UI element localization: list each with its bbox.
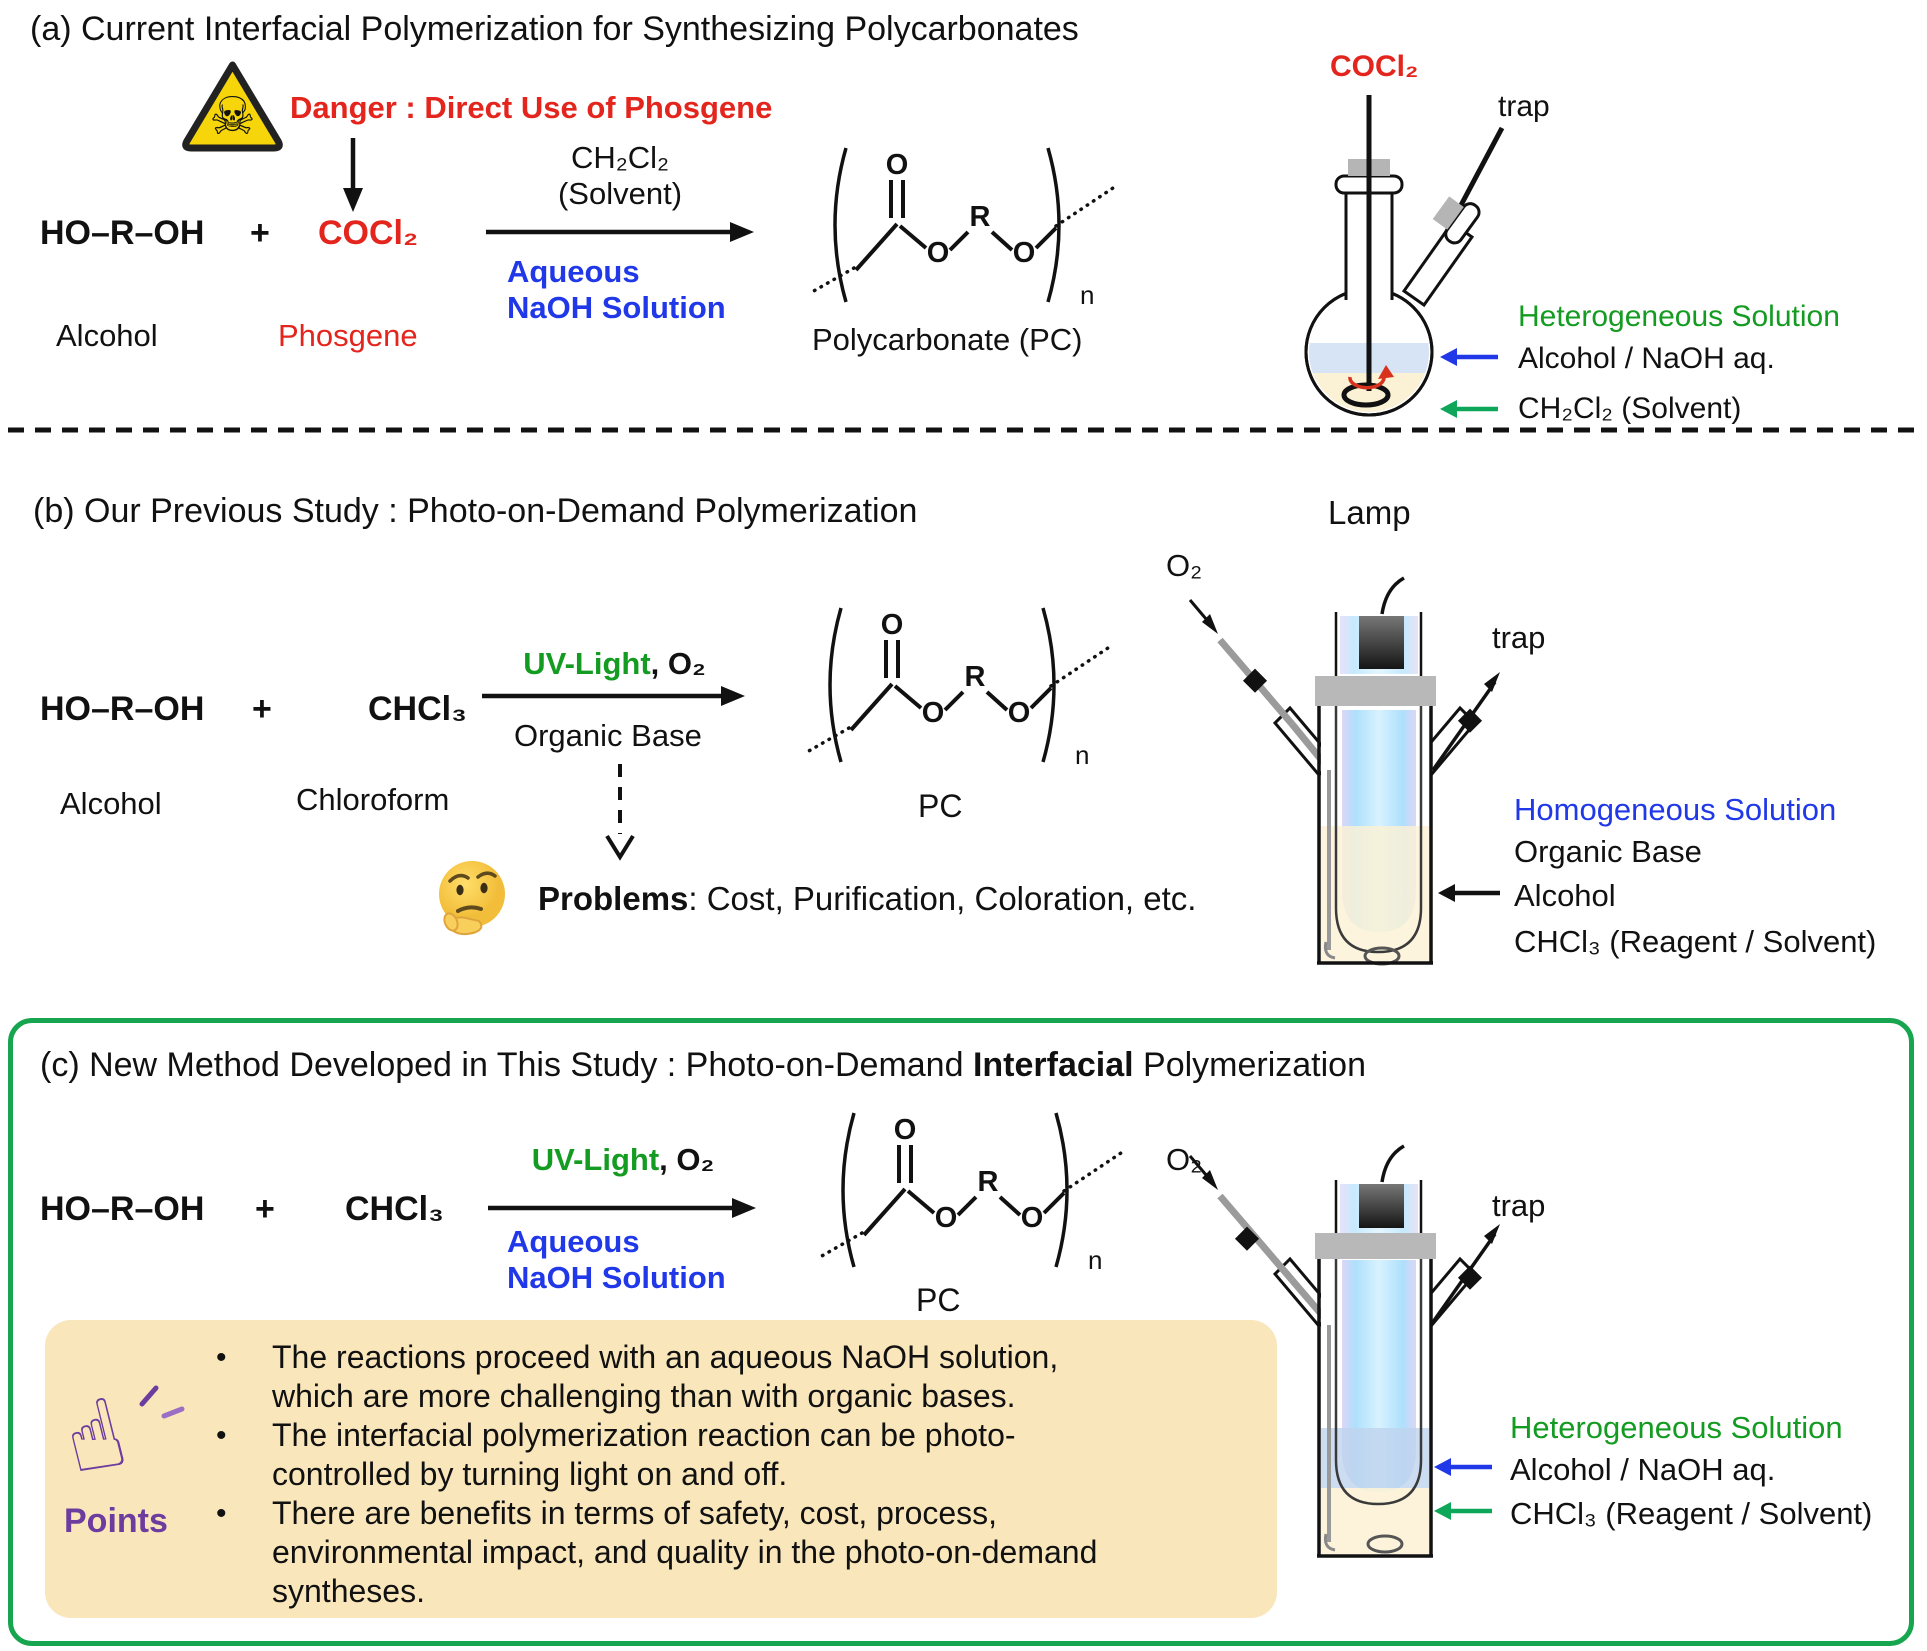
reactor-cap	[1315, 676, 1436, 706]
panel-c-reactant1: HO–R–OH	[40, 1190, 205, 1228]
ester-o-right: O	[1012, 237, 1036, 269]
sparkle-icon	[138, 1382, 194, 1422]
panel-b-plus: +	[252, 690, 272, 728]
o2-label: O₂	[1166, 548, 1203, 583]
ester-o-left: O	[926, 237, 950, 269]
blue-layer-arrow-icon	[1434, 1456, 1492, 1478]
polycarbonate-structure	[795, 600, 1125, 770]
panel-c-solution-type: Heterogeneous Solution	[1510, 1410, 1843, 1445]
panel-c-cond-naoh: NaOH Solution	[507, 1260, 726, 1295]
panel-b-reactant2-name: Chloroform	[296, 782, 450, 817]
panel-a-reactant2-name: Phosgene	[278, 318, 418, 353]
panel-a-title: (a) Current Interfacial Polymerization for Synthesizing Polycarbonates	[30, 10, 1079, 48]
panel-b-reactant2: CHCl₃	[368, 690, 467, 728]
carbonyl-o: O	[885, 149, 909, 181]
carbonyl-o: O	[893, 1114, 917, 1146]
lamp-label: Lamp	[1328, 494, 1411, 531]
panel-c-product-name: PC	[916, 1282, 961, 1318]
panel-c-solution-line2: CHCl₃ (Reagent / Solvent)	[1510, 1496, 1873, 1531]
panel-a-product-name: Polycarbonate (PC)	[812, 322, 1083, 357]
pointing-finger-icon: ☝	[53, 1378, 137, 1497]
panel-b-reactant1: HO–R–OH	[40, 690, 205, 728]
repeat-subscript: n	[1075, 740, 1090, 770]
points-bullet-2: • The interfacial polymerization reaction can be photo-controlled by turning light on and off.	[200, 1416, 1145, 1494]
panel-b-solution-type: Homogeneous Solution	[1514, 792, 1837, 827]
thinking-face-icon	[436, 858, 510, 934]
panel-c-solution-line1: Alcohol / NaOH aq.	[1510, 1452, 1776, 1487]
panel-c-cond-aqueous: Aqueous	[507, 1224, 640, 1259]
r-group: R	[964, 661, 986, 693]
warning-triangle-icon	[180, 58, 285, 152]
problems-line	[538, 880, 1196, 918]
trap-label: trap	[1492, 1188, 1546, 1223]
repeat-subscript: n	[1080, 280, 1095, 310]
panel-c-reactant2: CHCl₃	[345, 1190, 444, 1228]
panel-a-cond-aqueous: Aqueous	[507, 254, 640, 289]
uv-light-label: UV-Light	[531, 1142, 660, 1177]
ester-o-left: O	[934, 1202, 958, 1234]
ester-o-right: O	[1020, 1202, 1044, 1234]
oxygen-label: , O₂	[659, 1142, 715, 1177]
black-left-arrow-icon	[1438, 882, 1500, 904]
danger-label: Danger : Direct Use of Phosgene	[290, 90, 773, 125]
flask-trap-label: trap	[1498, 90, 1550, 123]
points-bullet-list	[200, 1338, 1145, 1611]
oxygen-label: , O₂	[650, 646, 706, 681]
points-bullet-1: • The reactions proceed with an aqueous NaOH solution, which are more challenging than with organic bases.	[200, 1338, 1145, 1416]
points-bullet-3: • There are benefits in terms of safety, cost, process, environmental impact, and quality in the photo-on-demand syntheses.	[200, 1494, 1145, 1611]
panel-b-product-name: PC	[918, 788, 963, 824]
flask-solution-type: Heterogeneous Solution	[1518, 300, 1840, 333]
lamp-head	[1359, 616, 1404, 669]
organic-layer	[1321, 1488, 1429, 1554]
o2-label: O₂	[1166, 1142, 1203, 1177]
problems-list: : Cost, Purification, Coloration, etc.	[688, 880, 1197, 917]
flask-feed-label: COCl₂	[1330, 50, 1419, 83]
green-layer-arrow-icon	[1440, 398, 1498, 420]
panel-a-plus: +	[250, 214, 270, 252]
panel-c-plus: +	[255, 1190, 275, 1228]
ester-o-left: O	[921, 697, 945, 729]
photoreactor-illustration	[1140, 1130, 1560, 1580]
green-layer-arrow-icon	[1434, 1500, 1492, 1522]
reactor-cap	[1315, 1233, 1436, 1259]
lamp-wire	[1382, 578, 1404, 614]
panel-c-cond-above	[488, 1142, 758, 1178]
panel-b-solution-line1: Organic Base	[1514, 834, 1702, 869]
points-label: Points	[64, 1502, 168, 1540]
flask-layer2-label: CH₂Cl₂ (Solvent)	[1518, 392, 1742, 425]
r-group: R	[977, 1166, 999, 1198]
r-group: R	[969, 201, 991, 233]
panel-a-reactant2: COCl₂	[318, 214, 419, 252]
panel-b-reactant1-name: Alcohol	[60, 786, 162, 821]
panel-b-title: (b) Our Previous Study : Photo-on-Demand Polymerization	[33, 492, 918, 530]
polycarbonate-structure	[800, 140, 1130, 310]
blue-layer-arrow-icon	[1440, 346, 1498, 368]
panel-c-title-bold: Interfacial	[972, 1046, 1134, 1084]
lamp-head	[1359, 1184, 1404, 1228]
trap-label: trap	[1492, 620, 1546, 655]
dashed-down-arrow-icon	[598, 764, 642, 864]
skull-icon: ☠	[209, 88, 256, 146]
uv-light-label: UV-Light	[523, 646, 651, 681]
ester-o-right: O	[1007, 697, 1031, 729]
panel-a-reactant1-name: Alcohol	[56, 318, 158, 353]
panel-a-reactant1: HO–R–OH	[40, 214, 205, 252]
panel-c-title-suffix: Polymerization	[1133, 1046, 1366, 1084]
panel-c-title-prefix: (c) New Method Developed in This Study : Photo-on-Demand	[40, 1046, 973, 1084]
reaction-arrow	[482, 684, 747, 708]
problems-word: Problems	[538, 880, 689, 917]
photoreactor-illustration	[1140, 560, 1560, 980]
panel-a-cond-solvent: CH₂Cl₂	[570, 140, 670, 175]
lamp-wire	[1382, 1146, 1404, 1182]
panel-b-cond-above	[482, 646, 747, 682]
two-neck-flask-illustration	[1290, 95, 1520, 435]
down-arrow-icon	[335, 138, 371, 216]
reaction-arrow	[488, 1196, 758, 1220]
panel-b-solution-line3: CHCl₃ (Reagent / Solvent)	[1514, 924, 1877, 959]
panel-a-cond-solvent-note: (Solvent)	[557, 176, 683, 211]
panel-a-cond-naoh: NaOH Solution	[507, 290, 726, 325]
repeat-subscript: n	[1088, 1245, 1103, 1275]
reaction-arrow	[486, 220, 756, 244]
panel-c-title	[40, 1046, 1366, 1085]
panel-b-cond-below: Organic Base	[514, 718, 702, 753]
polycarbonate-structure	[808, 1105, 1138, 1275]
panel-b-solution-line2: Alcohol	[1514, 878, 1616, 913]
flask-layer1-label: Alcohol / NaOH aq.	[1518, 342, 1775, 375]
carbonyl-o: O	[880, 609, 904, 641]
dashed-divider	[8, 426, 1920, 434]
